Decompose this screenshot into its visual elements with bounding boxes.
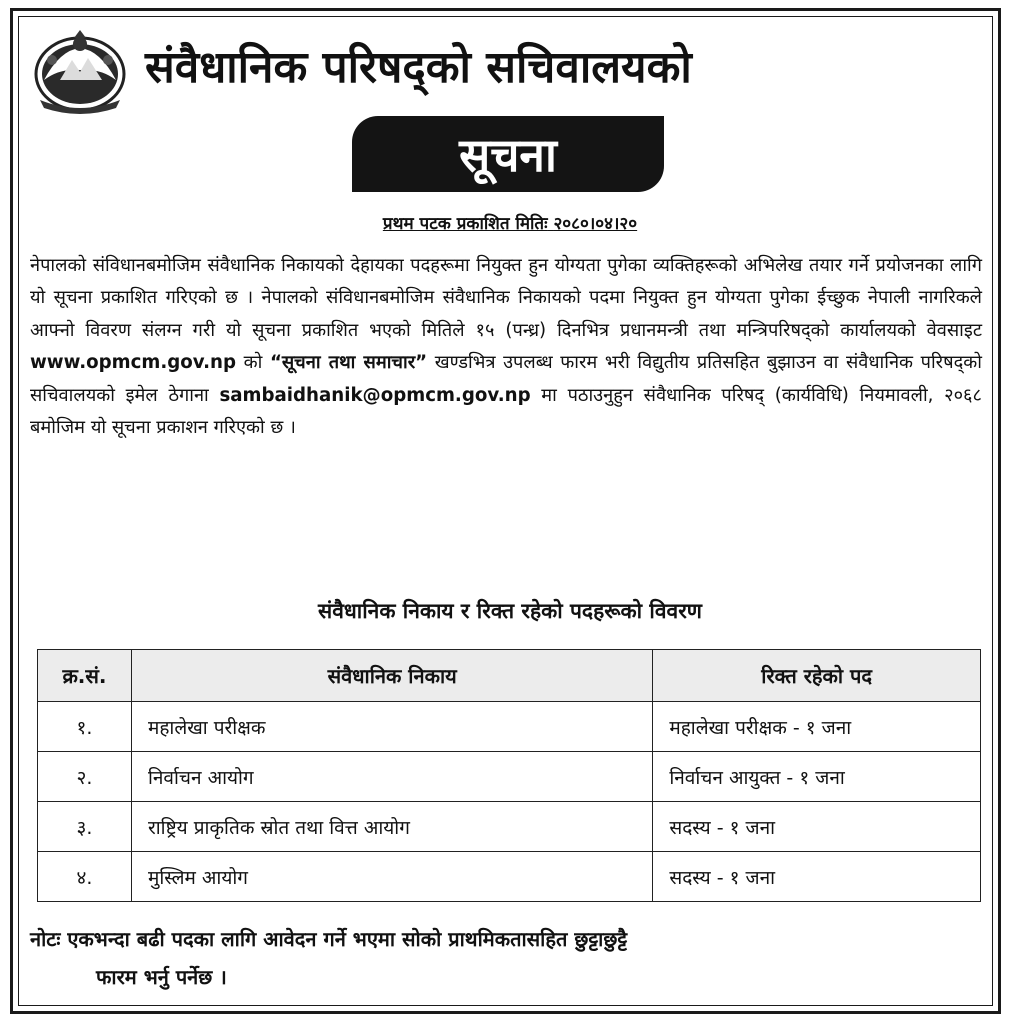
column-header-body: संवैधानिक निकाय xyxy=(131,650,652,702)
body-text-2: को xyxy=(243,352,263,374)
cell-post: सदस्य - १ जना xyxy=(653,802,981,852)
cell-sn: २. xyxy=(38,752,132,802)
nepal-emblem-icon xyxy=(30,30,130,114)
note-line-2: फारम भर्नु पर्नेछ । xyxy=(96,965,227,989)
column-header-sn: क्र.सं. xyxy=(38,650,132,702)
note-line-1: एकभन्दा बढी पदका लागि आवेदन गर्ने भएमा सोको प्राथमिकतासहित छुट्टाछुट्टै xyxy=(67,927,628,951)
cell-sn: ४. xyxy=(38,852,132,902)
website-link[interactable]: www.opmcm.gov.np xyxy=(30,352,237,374)
note xyxy=(30,920,985,996)
body-text-4: मा पठाउनुहुन संवैधानिक परिषद् (कार्यविधि) नियमावली, २०६८ बमोजिम यो सूचना प्रकाशन गरिएको छ । xyxy=(30,384,982,439)
table-header-row xyxy=(38,650,981,702)
organization-title: संवैधानिक परिषद्को सचिवालयको xyxy=(145,42,692,93)
table-row xyxy=(38,802,981,852)
cell-body: निर्वाचन आयोग xyxy=(131,752,652,802)
column-header-post: रिक्त रहेको पद xyxy=(653,650,981,702)
publication-date-label: प्रथम पटक प्रकाशित मितिः xyxy=(382,214,548,234)
cell-body: मुस्लिम आयोग xyxy=(131,852,652,902)
cell-body: महालेखा परीक्षक xyxy=(131,702,652,752)
cell-post: महालेखा परीक्षक - १ जना xyxy=(653,702,981,752)
body-text-1: नेपालको संविधानबमोजिम संवैधानिक निकायको देहायका पदहरूमा नियुक्त हुन योग्यता पुगेका व्यक्तिहरूको अभिलेख तयार गर्ने प्रयोजनका लागि यो सूचना प्रकाशित गरिएको छ । नेपालको संविधानबमोजिम संवैधानिक निकायको पदमा नियुक्त हुन योग्यता पुगेका ईच्छुक नेपाली नागरिकले आफ्नो विवरण संलग्न गरी यो सूचना प्रकाशित भएको मितिले १५ (पन्ध्र) दिनभित्र प्रधानमन्त्री तथा मन्त्रिपरिषद्को कार्यालयको वेवसाइट xyxy=(30,255,982,341)
vacancy-table xyxy=(37,649,981,902)
table-heading: संवैधानिक निकाय र रिक्त रहेको पदहरूको विवरण xyxy=(318,599,702,623)
notice-body xyxy=(30,250,982,444)
cell-sn: १. xyxy=(38,702,132,752)
cell-post: निर्वाचन आयुक्त - १ जना xyxy=(653,752,981,802)
notice-banner: सूचना xyxy=(352,116,664,192)
table-row xyxy=(38,702,981,752)
cell-body: राष्ट्रिय प्राकृतिक स्रोत तथा वित्त आयोग xyxy=(131,802,652,852)
publication-date-value: २०८०।०४।२० xyxy=(553,214,638,234)
body-text-3: खण्डभित्र उपलब्ध फारम भरी विद्युतीय प्रतिसहित बुझाउन वा संवैधानिक परिषद्को सचिवालयको इमेल ठेगाना xyxy=(30,352,982,406)
cell-post: सदस्य - १ जना xyxy=(653,852,981,902)
publication-date xyxy=(290,211,730,234)
table-row xyxy=(38,752,981,802)
note-label: नोटः xyxy=(30,927,61,951)
cell-sn: ३. xyxy=(38,802,132,852)
table-row xyxy=(38,852,981,902)
email-address[interactable]: sambaidhanik@opmcm.gov.np xyxy=(219,384,531,406)
section-name: “सूचना तथा समाचार” xyxy=(269,352,428,374)
